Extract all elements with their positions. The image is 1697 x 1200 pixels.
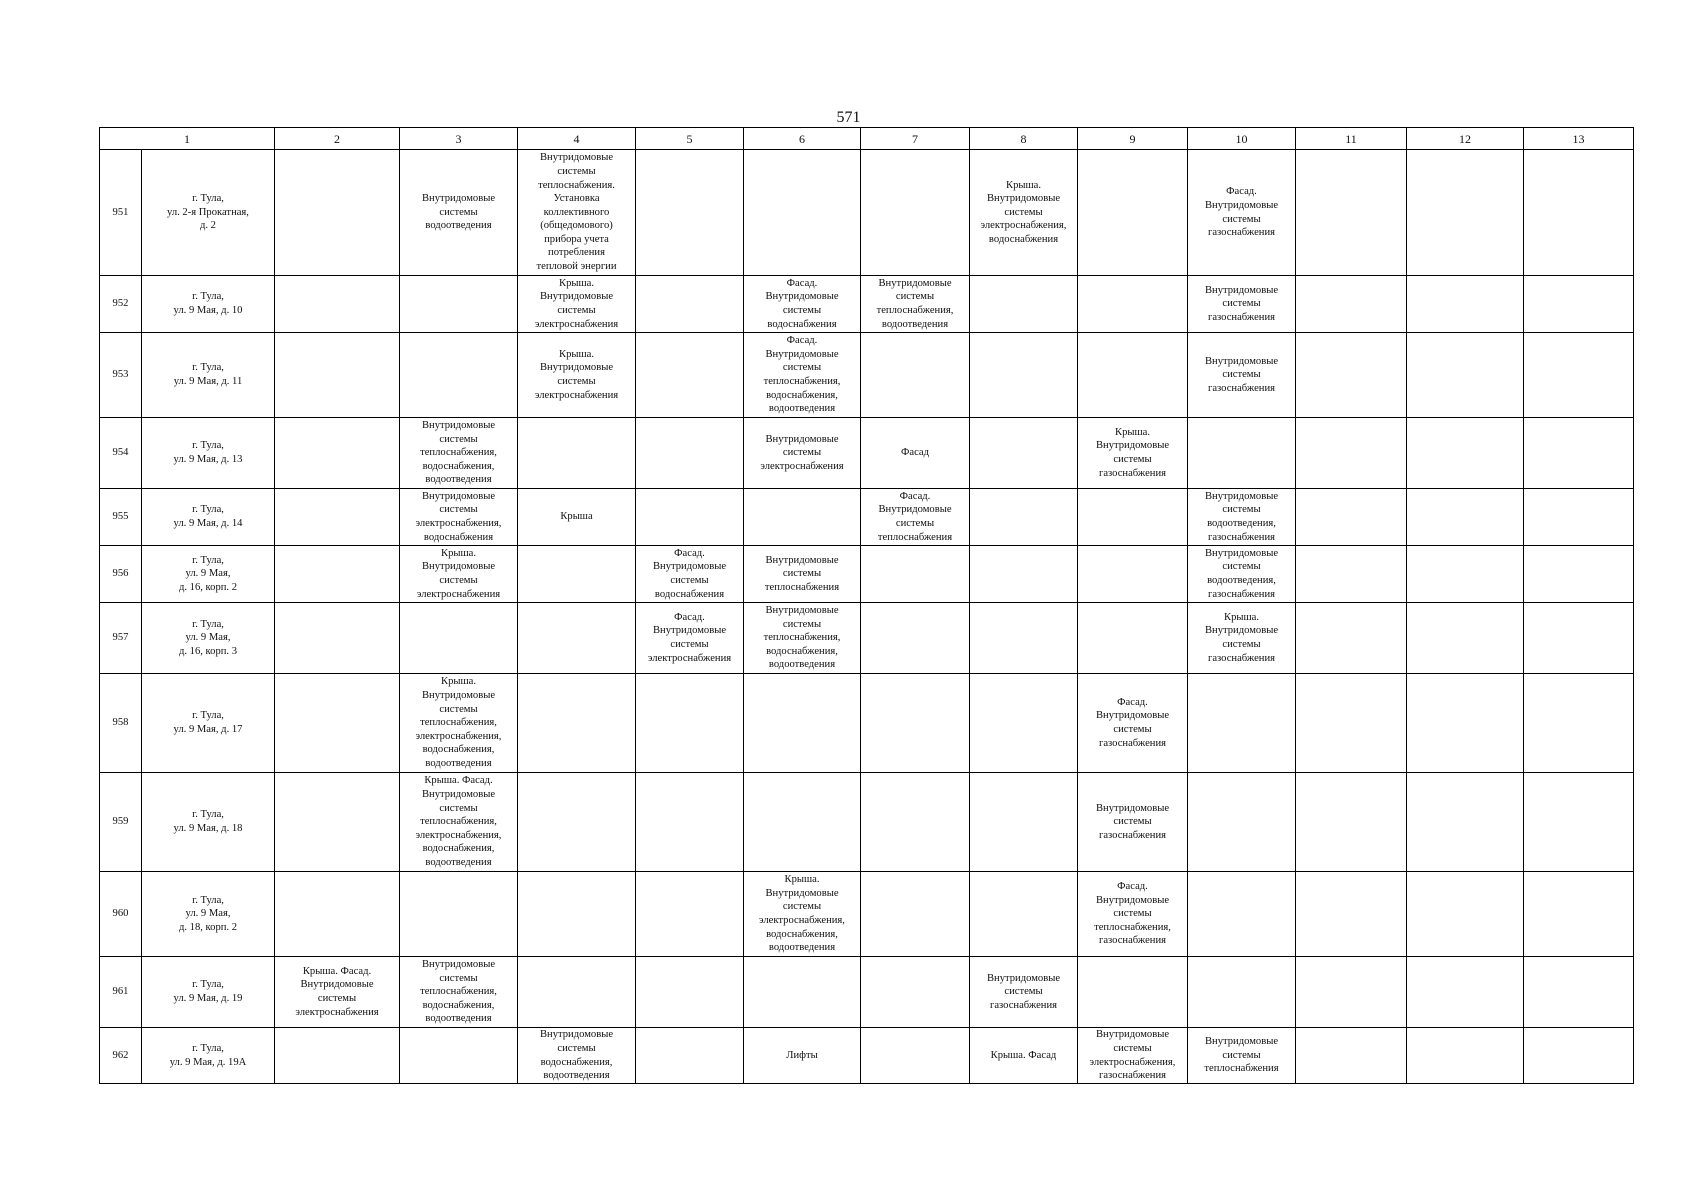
work-cell-3: Крыша. Внутридомовые системы теплоснабжения, электроснабжения, водоснабжения, водоотведения (400, 674, 518, 773)
work-cell-4 (518, 418, 636, 489)
address-cell: г. Тула, ул. 9 Мая, д. 18, корп. 2 (142, 872, 275, 957)
work-cell-4: Крыша (518, 489, 636, 546)
work-cell-7: Фасад. Внутридомовые системы теплоснабжения (861, 489, 970, 546)
work-cell-11 (1296, 603, 1407, 674)
work-cell-5 (636, 418, 744, 489)
work-cell-7 (861, 674, 970, 773)
work-cell-9: Внутридомовые системы электроснабжения, газоснабжения (1078, 1028, 1188, 1084)
work-cell-8: Крыша. Внутридомовые системы электроснабжения, водоснабжения (970, 150, 1078, 276)
work-cell-10 (1188, 957, 1296, 1028)
address-cell: г. Тула, ул. 9 Мая, д. 11 (142, 333, 275, 418)
work-cell-4 (518, 773, 636, 872)
work-cell-3: Внутридомовые системы электроснабжения, водоснабжения (400, 489, 518, 546)
header-cell: 13 (1524, 128, 1634, 150)
work-cell-6 (744, 957, 861, 1028)
work-cell-12 (1407, 872, 1524, 957)
work-cell-12 (1407, 489, 1524, 546)
header-cell: 6 (744, 128, 861, 150)
address-cell: г. Тула, ул. 9 Мая, д. 19А (142, 1028, 275, 1084)
work-cell-4: Внутридомовые системы теплоснабжения. Установка коллективного (общедомового) прибора учета потребления тепловой энергии (518, 150, 636, 276)
work-cell-12 (1407, 603, 1524, 674)
work-cell-13 (1524, 773, 1634, 872)
work-cell-9 (1078, 546, 1188, 603)
work-cell-11 (1296, 773, 1407, 872)
work-cell-13 (1524, 603, 1634, 674)
address-cell: г. Тула, ул. 9 Мая, д. 10 (142, 276, 275, 333)
work-cell-6: Лифты (744, 1028, 861, 1084)
work-cell-6: Фасад. Внутридомовые системы водоснабжения (744, 276, 861, 333)
work-cell-3: Внутридомовые системы водоотведения (400, 150, 518, 276)
work-cell-13 (1524, 333, 1634, 418)
work-cell-7 (861, 546, 970, 603)
header-cell: 3 (400, 128, 518, 150)
work-cell-4 (518, 603, 636, 674)
work-cell-2 (275, 603, 400, 674)
work-cell-4 (518, 957, 636, 1028)
work-cell-3 (400, 1028, 518, 1084)
row-number-cell: 954 (100, 418, 142, 489)
work-cell-11 (1296, 957, 1407, 1028)
work-cell-3 (400, 872, 518, 957)
work-cell-2 (275, 276, 400, 333)
work-cell-2 (275, 872, 400, 957)
table-row (100, 150, 1634, 276)
row-number-cell: 960 (100, 872, 142, 957)
address-cell: г. Тула, ул. 9 Мая, д. 13 (142, 418, 275, 489)
work-cell-2 (275, 333, 400, 418)
work-cell-3: Крыша. Фасад. Внутридомовые системы теплоснабжения, электроснабжения, водоснабжения, водоотведения (400, 773, 518, 872)
work-cell-4 (518, 872, 636, 957)
work-cell-8 (970, 872, 1078, 957)
work-cell-12 (1407, 276, 1524, 333)
address-cell: г. Тула, ул. 9 Мая, д. 18 (142, 773, 275, 872)
work-cell-12 (1407, 546, 1524, 603)
work-cell-11 (1296, 150, 1407, 276)
work-cell-3 (400, 603, 518, 674)
table-row (100, 276, 1634, 333)
row-number-cell: 958 (100, 674, 142, 773)
work-cell-10: Крыша. Внутридомовые системы газоснабжения (1188, 603, 1296, 674)
work-cell-9 (1078, 603, 1188, 674)
work-cell-7: Внутридомовые системы теплоснабжения, водоотведения (861, 276, 970, 333)
address-cell: г. Тула, ул. 9 Мая, д. 17 (142, 674, 275, 773)
work-cell-13 (1524, 150, 1634, 276)
work-cell-11 (1296, 489, 1407, 546)
row-number-cell: 956 (100, 546, 142, 603)
work-cell-5 (636, 150, 744, 276)
work-cell-9 (1078, 957, 1188, 1028)
work-cell-4 (518, 674, 636, 773)
work-cell-11 (1296, 674, 1407, 773)
work-cell-5 (636, 333, 744, 418)
work-cell-5 (636, 1028, 744, 1084)
work-cell-7 (861, 333, 970, 418)
work-cell-8 (970, 418, 1078, 489)
work-cell-8: Внутридомовые системы газоснабжения (970, 957, 1078, 1028)
work-cell-10: Внутридомовые системы газоснабжения (1188, 276, 1296, 333)
work-cell-8 (970, 603, 1078, 674)
header-cell: 1 (100, 128, 275, 150)
table-row (100, 603, 1634, 674)
work-cell-13 (1524, 418, 1634, 489)
work-cell-8 (970, 489, 1078, 546)
header-cell: 12 (1407, 128, 1524, 150)
work-cell-6: Внутридомовые системы электроснабжения (744, 418, 861, 489)
work-cell-4: Крыша. Внутридомовые системы электроснабжения (518, 276, 636, 333)
work-cell-3: Внутридомовые системы теплоснабжения, водоснабжения, водоотведения (400, 957, 518, 1028)
address-cell: г. Тула, ул. 9 Мая, д. 19 (142, 957, 275, 1028)
work-cell-12 (1407, 957, 1524, 1028)
work-cell-13 (1524, 276, 1634, 333)
work-cell-13 (1524, 872, 1634, 957)
work-cell-12 (1407, 1028, 1524, 1084)
work-cell-8 (970, 674, 1078, 773)
row-number-cell: 955 (100, 489, 142, 546)
address-cell: г. Тула, ул. 2-я Прокатная, д. 2 (142, 150, 275, 276)
work-cell-2 (275, 418, 400, 489)
header-row (100, 128, 1634, 150)
repair-schedule-table (99, 127, 1634, 1084)
work-cell-11 (1296, 872, 1407, 957)
work-cell-13 (1524, 674, 1634, 773)
header-cell: 5 (636, 128, 744, 150)
work-cell-7 (861, 773, 970, 872)
work-cell-6: Фасад. Внутридомовые системы теплоснабжения, водоснабжения, водоотведения (744, 333, 861, 418)
work-cell-9: Крыша. Внутридомовые системы газоснабжения (1078, 418, 1188, 489)
work-cell-2 (275, 546, 400, 603)
work-cell-4: Внутридомовые системы водоснабжения, водоотведения (518, 1028, 636, 1084)
work-cell-6: Внутридомовые системы теплоснабжения (744, 546, 861, 603)
header-cell: 4 (518, 128, 636, 150)
header-cell: 8 (970, 128, 1078, 150)
address-cell: г. Тула, ул. 9 Мая, д. 16, корп. 2 (142, 546, 275, 603)
work-cell-5 (636, 489, 744, 546)
work-cell-5: Фасад. Внутридомовые системы водоснабжения (636, 546, 744, 603)
work-cell-10 (1188, 674, 1296, 773)
header-cell: 10 (1188, 128, 1296, 150)
page-number: 571 (836, 109, 861, 126)
work-cell-9 (1078, 333, 1188, 418)
work-cell-9: Фасад. Внутридомовые системы теплоснабжения, газоснабжения (1078, 872, 1188, 957)
table-row (100, 418, 1634, 489)
work-cell-3 (400, 276, 518, 333)
work-cell-7 (861, 150, 970, 276)
work-cell-12 (1407, 773, 1524, 872)
address-cell: г. Тула, ул. 9 Мая, д. 14 (142, 489, 275, 546)
work-cell-7 (861, 1028, 970, 1084)
work-cell-6 (744, 489, 861, 546)
header-cell: 7 (861, 128, 970, 150)
work-cell-5 (636, 276, 744, 333)
work-cell-10 (1188, 418, 1296, 489)
work-cell-2 (275, 489, 400, 546)
work-cell-8 (970, 276, 1078, 333)
work-cell-7 (861, 872, 970, 957)
work-cell-13 (1524, 1028, 1634, 1084)
work-cell-12 (1407, 150, 1524, 276)
header-cell: 11 (1296, 128, 1407, 150)
work-cell-11 (1296, 333, 1407, 418)
work-cell-3 (400, 333, 518, 418)
work-cell-11 (1296, 418, 1407, 489)
work-cell-2: Крыша. Фасад. Внутридомовые системы электроснабжения (275, 957, 400, 1028)
work-cell-13 (1524, 957, 1634, 1028)
work-cell-7 (861, 957, 970, 1028)
work-cell-11 (1296, 1028, 1407, 1084)
work-cell-10 (1188, 773, 1296, 872)
work-cell-4: Крыша. Внутридомовые системы электроснабжения (518, 333, 636, 418)
work-cell-10: Внутридомовые системы теплоснабжения (1188, 1028, 1296, 1084)
work-cell-3: Крыша. Внутридомовые системы электроснабжения (400, 546, 518, 603)
work-cell-9 (1078, 276, 1188, 333)
row-number-cell: 957 (100, 603, 142, 674)
work-cell-9 (1078, 150, 1188, 276)
work-cell-9 (1078, 489, 1188, 546)
work-cell-11 (1296, 276, 1407, 333)
work-cell-6: Внутридомовые системы теплоснабжения, водоснабжения, водоотведения (744, 603, 861, 674)
table-row (100, 872, 1634, 957)
work-cell-11 (1296, 546, 1407, 603)
work-cell-9: Внутридомовые системы газоснабжения (1078, 773, 1188, 872)
work-cell-5 (636, 957, 744, 1028)
table-row (100, 546, 1634, 603)
row-number-cell: 959 (100, 773, 142, 872)
work-cell-2 (275, 674, 400, 773)
table-row (100, 957, 1634, 1028)
row-number-cell: 953 (100, 333, 142, 418)
table-body (100, 128, 1634, 1084)
work-cell-3: Внутридомовые системы теплоснабжения, водоснабжения, водоотведения (400, 418, 518, 489)
work-cell-5 (636, 674, 744, 773)
table-row (100, 1028, 1634, 1084)
work-cell-8 (970, 773, 1078, 872)
work-cell-12 (1407, 674, 1524, 773)
table-row (100, 773, 1634, 872)
work-cell-10 (1188, 872, 1296, 957)
work-cell-8: Крыша. Фасад (970, 1028, 1078, 1084)
work-cell-6 (744, 150, 861, 276)
row-number-cell: 952 (100, 276, 142, 333)
work-cell-10: Внутридомовые системы газоснабжения (1188, 333, 1296, 418)
work-cell-2 (275, 1028, 400, 1084)
work-cell-13 (1524, 489, 1634, 546)
work-cell-5 (636, 773, 744, 872)
work-cell-6 (744, 773, 861, 872)
work-cell-12 (1407, 418, 1524, 489)
table-row (100, 333, 1634, 418)
work-cell-7: Фасад (861, 418, 970, 489)
work-cell-10: Внутридомовые системы водоотведения, газоснабжения (1188, 546, 1296, 603)
work-cell-12 (1407, 333, 1524, 418)
header-cell: 2 (275, 128, 400, 150)
work-cell-13 (1524, 546, 1634, 603)
work-cell-2 (275, 150, 400, 276)
work-cell-6 (744, 674, 861, 773)
work-cell-8 (970, 546, 1078, 603)
work-cell-9: Фасад. Внутридомовые системы газоснабжения (1078, 674, 1188, 773)
work-cell-5: Фасад. Внутридомовые системы электроснабжения (636, 603, 744, 674)
table-row (100, 674, 1634, 773)
work-cell-5 (636, 872, 744, 957)
work-cell-6: Крыша. Внутридомовые системы электроснабжения, водоснабжения, водоотведения (744, 872, 861, 957)
address-cell: г. Тула, ул. 9 Мая, д. 16, корп. 3 (142, 603, 275, 674)
work-cell-10: Фасад. Внутридомовые системы газоснабжения (1188, 150, 1296, 276)
work-cell-2 (275, 773, 400, 872)
work-cell-4 (518, 546, 636, 603)
work-cell-7 (861, 603, 970, 674)
row-number-cell: 951 (100, 150, 142, 276)
row-number-cell: 962 (100, 1028, 142, 1084)
work-cell-10: Внутридомовые системы водоотведения, газоснабжения (1188, 489, 1296, 546)
row-number-cell: 961 (100, 957, 142, 1028)
work-cell-8 (970, 333, 1078, 418)
header-cell: 9 (1078, 128, 1188, 150)
table-row (100, 489, 1634, 546)
